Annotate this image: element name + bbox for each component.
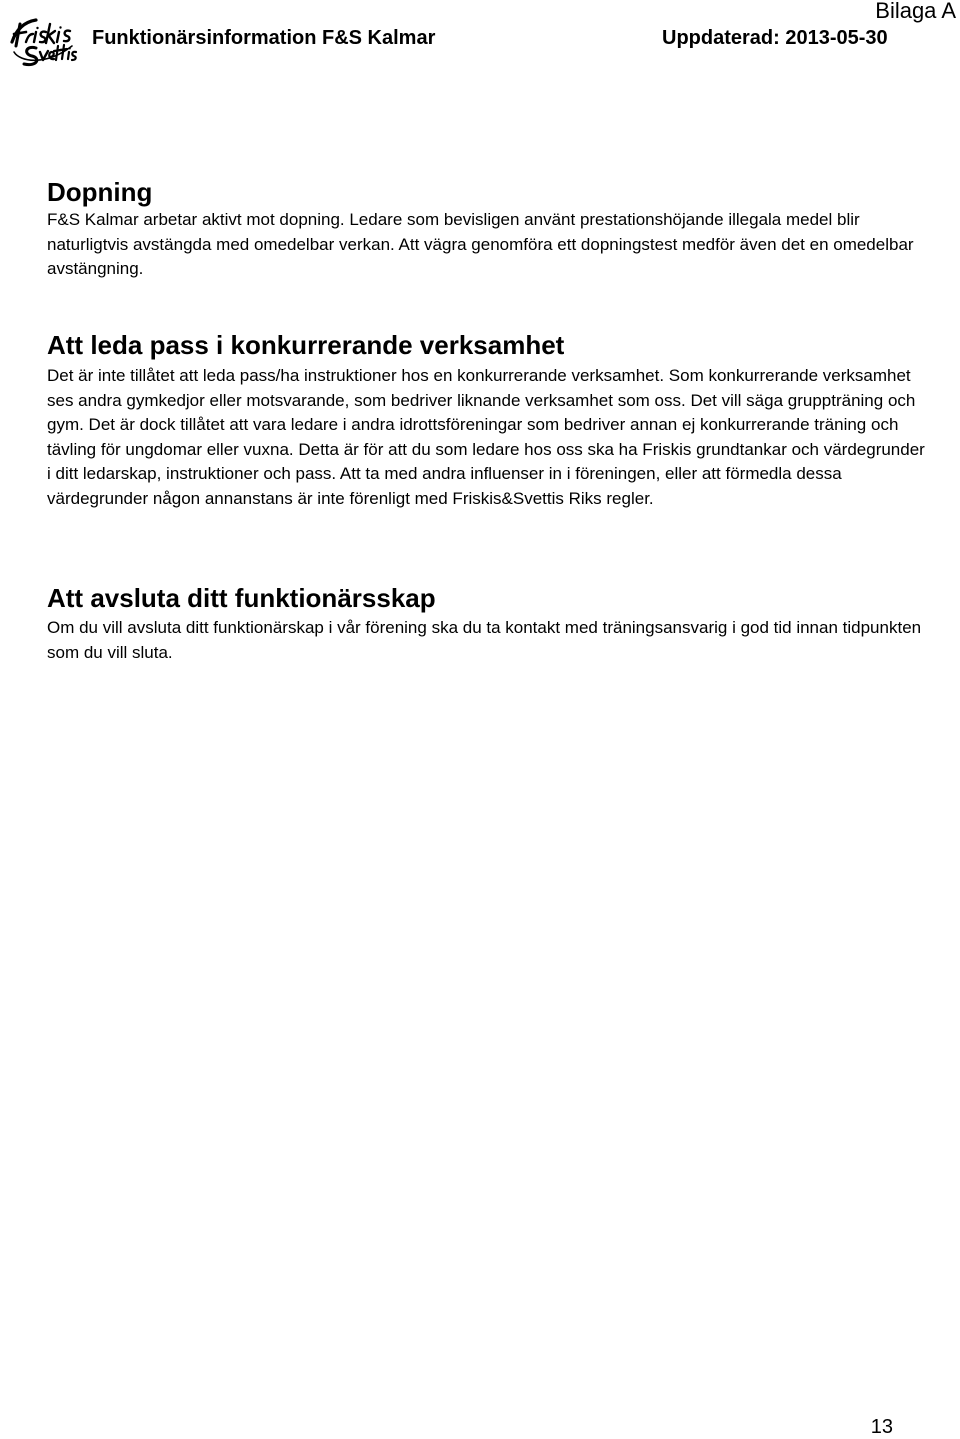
section-body: F&S Kalmar arbetar aktivt mot dopning. Ledare som bevisligen använt prestationshöjande illegala medel blir naturligtvis avstängda med omedelbar verkan. Att vägra genomföra ett dopningstest medför även det en omedelbar avstängning. [47, 210, 914, 278]
page-number: 13 [870, 1416, 893, 1438]
header-title: Funktionärsinformation F&S Kalmar [92, 27, 436, 49]
friskis-svettis-logo-icon [6, 12, 78, 68]
section-heading: Dopning [47, 177, 153, 207]
section-heading: Att leda pass i konkurrerande verksamhet [47, 330, 565, 360]
section-heading: Att avsluta ditt funktionärsskap [47, 583, 436, 613]
header-updated-date: Uppdaterad: 2013-05-30 [662, 27, 888, 49]
attachment-label: Bilaga A [875, 0, 956, 23]
section-body: Det är inte tillåtet att leda pass/ha instruktioner hos en konkurrerande verksamhet. Som konkurrerande verksamhet ses andra gymkedjor eller motsvarande, som bedriver liknande verksamhet som oss. Det vill säga gruppträning och gym. Det är dock tillåtet att vara ledare i andra idrottsföreningar som bedriver annan ej konkurrerande träning och tävling för ungdomar eller vuxna. Detta är för att du som ledare hos oss ska ha Friskis grundtankar och värdegrunder i ditt ledarskap, instruktioner och pass. Att ta med andra influenser in i föreningen, eller att förmedla dessa värdegrunder någon annanstans är inte förenligt med Friskis&Svettis Riks regler. [47, 366, 925, 508]
section-ending-role [47, 583, 927, 665]
section-competing-business [47, 330, 927, 511]
section-body: Om du vill avsluta ditt funktionärskap i vår förening ska du ta kontakt med träningsansvarig i god tid innan tidpunkten som du vill sluta. [47, 618, 922, 662]
section-doping [47, 177, 927, 282]
